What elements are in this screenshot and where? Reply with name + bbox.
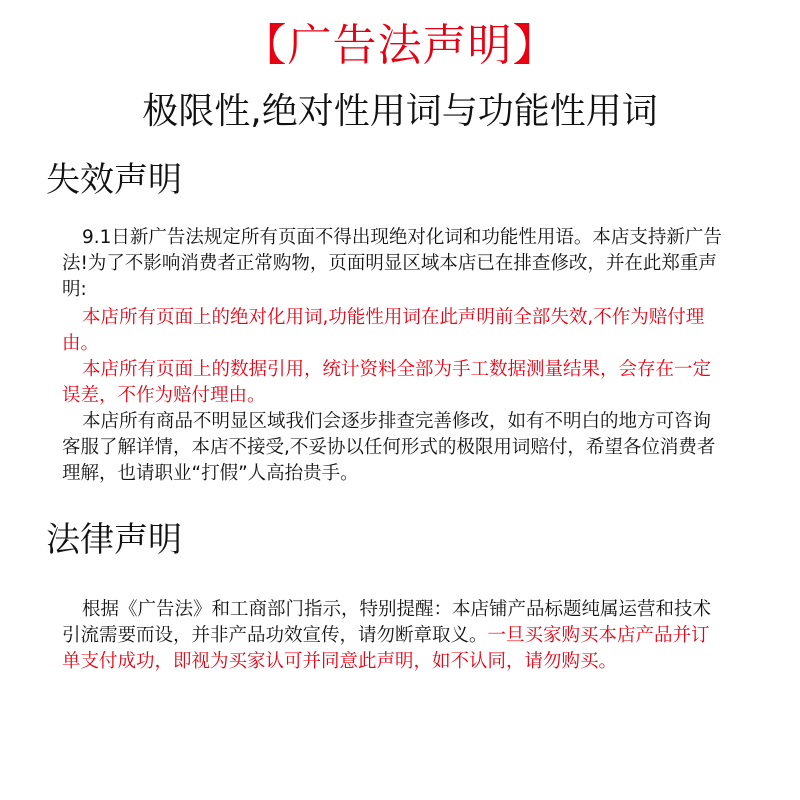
section-heading-invalidation: 失效声明	[46, 160, 182, 200]
intro-text: 9.1日新广告法规定所有页面不得出现绝对化词和功能性用语。本店支持新广告法!为了不影响消费者正常购物，页面明显区域本店已在排查修改，并在此郑重声明:	[62, 227, 722, 300]
red-notice-text-2: 本店所有页面上的数据引用，统计资料全部为手工数据测量结果，会存在一定误差，不作为赔付理由。	[62, 359, 712, 406]
page-subtitle: 极限性,绝对性用词与功能性用词	[142, 91, 658, 132]
page-title: 【广告法声明】	[242, 20, 558, 71]
legal-paragraph	[62, 597, 722, 675]
section-heading-legal: 法律声明	[46, 520, 182, 560]
red-notice-paragraph-1	[62, 305, 722, 357]
legal-text-red: 一旦买家购买本店产品并订单支付成功，即视为买家认可并同意此声明，如不认同，请勿购买。	[62, 625, 710, 672]
closing-paragraph	[62, 409, 722, 487]
red-notice-text-1: 本店所有页面上的绝对化用词,功能性用词在此声明前全部失效,不作为赔付理由。	[62, 307, 705, 354]
legal-text-black: 根据《广告法》和工商部门指示，特别提醒：本店铺产品标题纯属运营和技术引流需要而设，并非产品功效宣传，请勿断章取义。	[62, 599, 712, 646]
red-notice-paragraph-2	[62, 357, 722, 409]
intro-paragraph	[62, 225, 722, 303]
closing-text: 本店所有商品不明显区域我们会逐步排查完善修改，如有不明白的地方可咨询客服了解详情，本店不接受,不妥协以任何形式的极限用词赔付，希望各位消费者理解，也请职业“打假”人高抬贵手。	[62, 411, 716, 484]
